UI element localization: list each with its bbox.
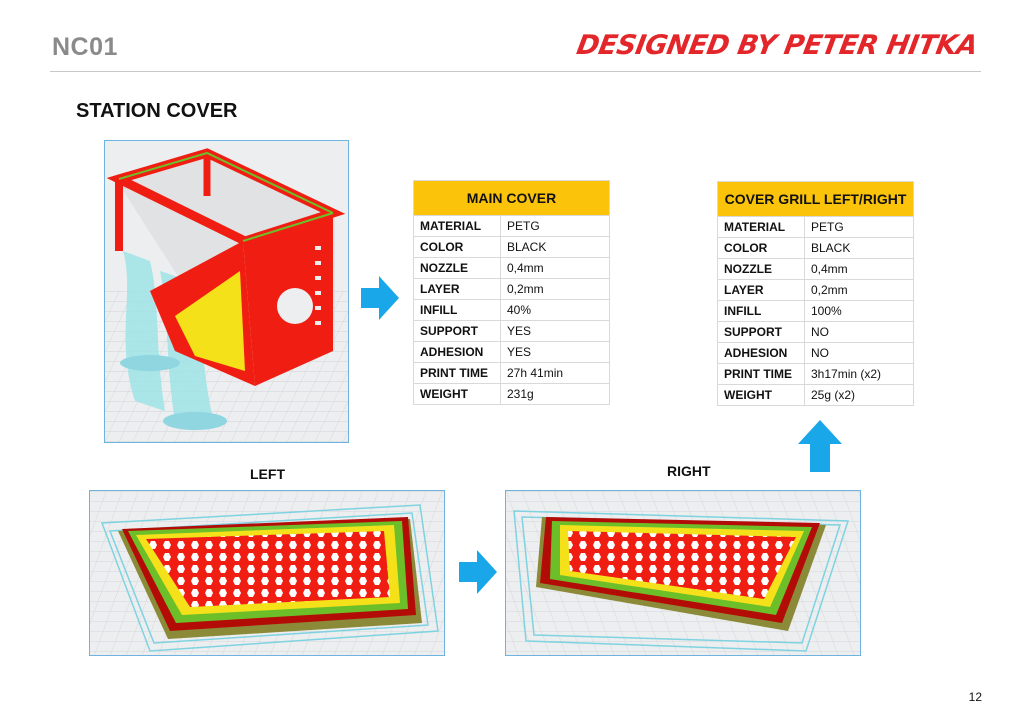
spec-key: LAYER [718, 280, 805, 301]
table-row [414, 258, 610, 279]
spec-key: PRINT TIME [414, 363, 501, 384]
spec-key: NOZZLE [414, 258, 501, 279]
spec-key: ADHESION [414, 342, 501, 363]
spec-value: PETG [805, 217, 914, 238]
table-row [718, 259, 914, 280]
spec-value: 0,2mm [501, 279, 610, 300]
spec-value: NO [805, 343, 914, 364]
spec-value: YES [501, 342, 610, 363]
spec-value: PETG [501, 216, 610, 237]
arrow-right-icon [459, 550, 497, 594]
main-cover-title: MAIN COVER [414, 181, 610, 216]
spec-key: COLOR [718, 238, 805, 259]
spec-value: BLACK [805, 238, 914, 259]
spec-key: NOZZLE [718, 259, 805, 280]
document-code: NC01 [52, 33, 118, 61]
designer-credit: DESIGNED BY PETER HITKA [574, 30, 980, 61]
table-row [718, 322, 914, 343]
spec-value: 100% [805, 301, 914, 322]
spec-value: 0,2mm [805, 280, 914, 301]
page-number: 12 [968, 690, 982, 704]
spec-value: 25g (x2) [805, 385, 914, 406]
spec-key: WEIGHT [414, 384, 501, 405]
table-row [718, 280, 914, 301]
spec-key: MATERIAL [414, 216, 501, 237]
caption-right: RIGHT [667, 463, 711, 479]
spec-value: 27h 41min [501, 363, 610, 384]
spec-key: WEIGHT [718, 385, 805, 406]
cover-grill-title: COVER GRILL LEFT/RIGHT [718, 182, 914, 217]
spec-key: SUPPORT [718, 322, 805, 343]
table-row [414, 384, 610, 405]
arrow-right-icon [361, 276, 399, 320]
cover-grill-spec-table [717, 181, 914, 406]
table-row [718, 301, 914, 322]
spec-key: PRINT TIME [718, 364, 805, 385]
table-row [718, 364, 914, 385]
table-row [414, 321, 610, 342]
right-grill-render [505, 490, 861, 656]
spec-value: 0,4mm [805, 259, 914, 280]
table-row [414, 237, 610, 258]
spec-value: YES [501, 321, 610, 342]
spec-key: MATERIAL [718, 217, 805, 238]
spec-key: ADHESION [718, 343, 805, 364]
table-row [414, 216, 610, 237]
spec-key: INFILL [718, 301, 805, 322]
table-row [718, 385, 914, 406]
table-row [414, 363, 610, 384]
left-grill-render [89, 490, 445, 656]
spec-key: SUPPORT [414, 321, 501, 342]
spec-key: LAYER [414, 279, 501, 300]
arrow-up-icon [798, 420, 842, 472]
spec-value: 40% [501, 300, 610, 321]
caption-left: LEFT [250, 466, 285, 482]
spec-value: 3h17min (x2) [805, 364, 914, 385]
header-divider [50, 71, 981, 72]
table-row [414, 300, 610, 321]
table-row [718, 217, 914, 238]
spec-key: INFILL [414, 300, 501, 321]
table-row [718, 343, 914, 364]
main-cover-render [104, 140, 349, 443]
section-title: STATION COVER [76, 100, 238, 122]
spec-value: 231g [501, 384, 610, 405]
spec-value: BLACK [501, 237, 610, 258]
table-row [414, 279, 610, 300]
spec-value: NO [805, 322, 914, 343]
main-cover-spec-table [413, 180, 610, 405]
spec-key: COLOR [414, 237, 501, 258]
table-row [414, 342, 610, 363]
table-row [718, 238, 914, 259]
spec-value: 0,4mm [501, 258, 610, 279]
